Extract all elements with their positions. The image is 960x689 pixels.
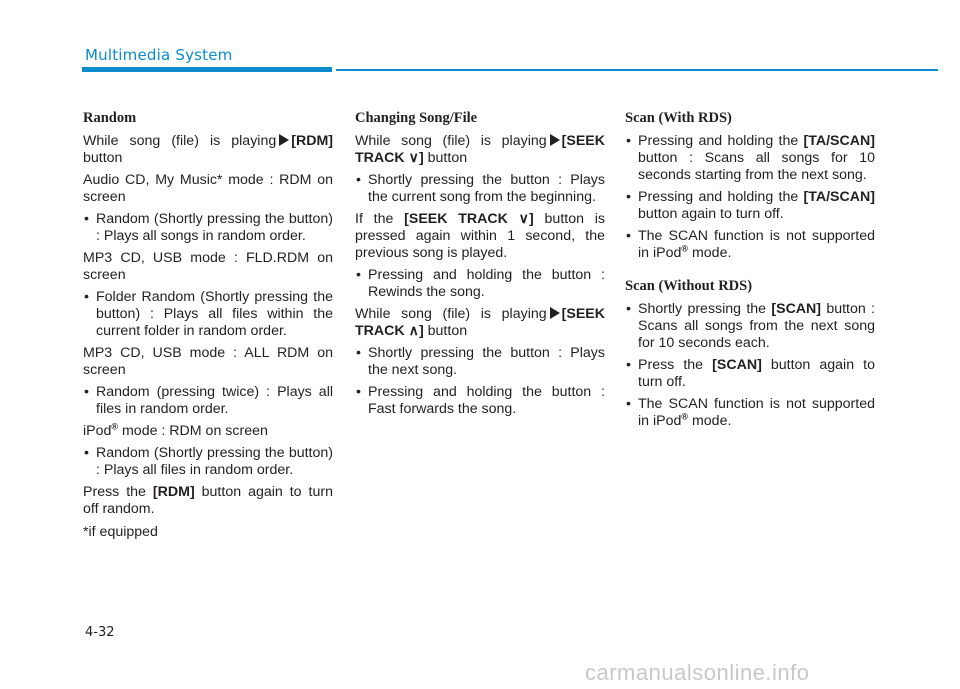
audio-cd-mode: Audio CD, My Music* mode : RDM on screen: [83, 172, 333, 205]
heading-random: Random: [83, 110, 137, 126]
header-title: Multimedia System: [85, 46, 233, 64]
list-item: • Pressing and holding the button : Rewinds the song.: [355, 267, 605, 301]
list-item: • Shortly pressing the button : Plays the current song from the beginning.: [355, 172, 605, 206]
list-item: • Pressing and holding the [TA/SCAN] button again to turn off.: [625, 189, 875, 223]
header-rule-thin: [336, 69, 938, 71]
list-item: • Press the [SCAN] button again to turn off.: [625, 357, 875, 391]
footnote: *if equipped: [83, 524, 158, 540]
list-item: • Folder Random (Shortly pressing the button) : Plays all files within the current folder in random order.: [83, 289, 333, 340]
page-number: 4-32: [85, 625, 115, 640]
list-item: • Random (Shortly pressing the button) : Plays all songs in random order.: [83, 211, 333, 245]
watermark: carmanualsonline.info: [585, 660, 810, 685]
mp3-all-mode: MP3 CD, USB mode : ALL RDM on screen: [83, 345, 333, 378]
rdm-button-label: [RDM]: [291, 133, 333, 149]
list-item: • Pressing and holding the button : Fast forwards the song.: [355, 384, 605, 418]
list-item: • The SCAN function is not supported in iPod® mode.: [625, 228, 875, 262]
column-changing-song: [355, 110, 605, 423]
list-item: • Pressing and holding the [TA/SCAN] button : Scans all songs for 10 seconds starting from the next song.: [625, 133, 875, 184]
list-item: • Random (pressing twice) : Plays all files in random order.: [83, 384, 333, 418]
header-rule-thick: [82, 67, 332, 72]
heading-scan-rds: Scan (With RDS): [625, 110, 732, 126]
heading-scan-no-rds: Scan (Without RDS): [625, 278, 753, 294]
play-triangle-icon: [550, 134, 560, 146]
list-item: • Random (Shortly pressing the button) : Plays all files in random order.: [83, 445, 333, 479]
list-item: • Shortly pressing the [SCAN] button : Scans all songs from the next song for 10 seconds each.: [625, 301, 875, 352]
random-intro: While song (file) is playing [RDM] button: [83, 133, 333, 166]
column-scan: [625, 110, 875, 435]
ipod-mode: iPod® mode : RDM on screen: [83, 421, 268, 439]
column-random: [83, 110, 333, 546]
play-triangle-icon: [279, 134, 289, 146]
list-item: • The SCAN function is not supported in iPod® mode.: [625, 396, 875, 430]
seek-up-intro: While song (file) is playing [SEEK TRACK ∧] button: [355, 306, 605, 339]
heading-changing-song: Changing Song/File: [355, 110, 478, 126]
list-item: • Shortly pressing the button : Plays the next song.: [355, 345, 605, 379]
seek-again-note: If the [SEEK TRACK ∨] button is pressed again within 1 second, the previous song is played.: [355, 211, 605, 261]
rdm-off-instruction: Press the [RDM] button again to turn off random.: [83, 484, 333, 517]
mp3-fld-mode: MP3 CD, USB mode : FLD.RDM on screen: [83, 250, 333, 283]
seek-down-intro: While song (file) is playing [SEEK TRACK ∨] button: [355, 133, 605, 166]
play-triangle-icon: [550, 307, 560, 319]
